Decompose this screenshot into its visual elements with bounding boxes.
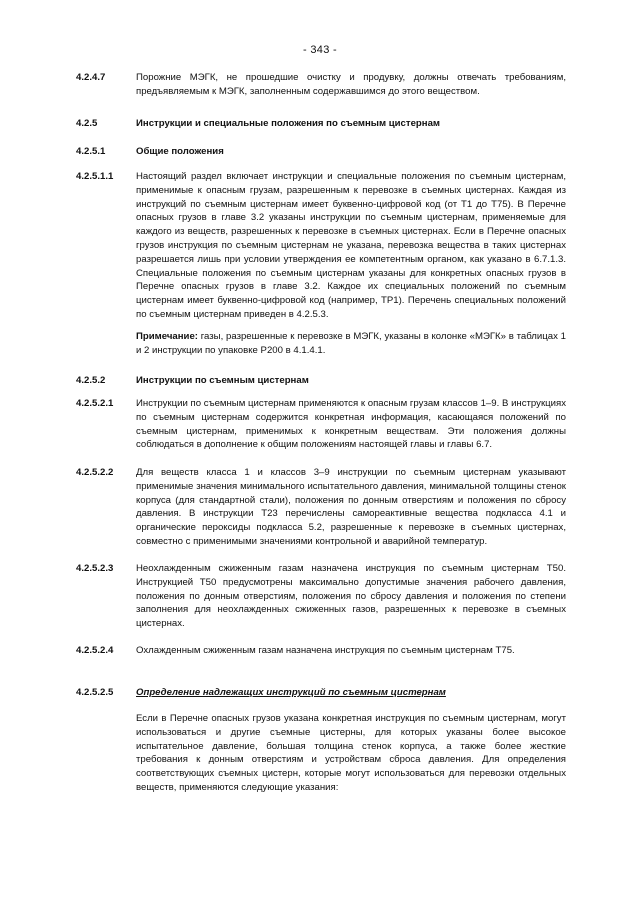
section-number: 4.2.5.1 xyxy=(76,146,106,157)
section-text: Инструкции по съемным цистернам применяются к опасным грузам классов 1–9. В инструкциях по съемным цистернам содержится конкретная информация, касающаяся положений по съемным цистернам, применимых к конкретным веществам. Эти положения должны соблюдаться в дополнение к общим положениям настоящей главы и главы 6.7. xyxy=(136,398,566,451)
section-number: 4.2.5 xyxy=(76,118,98,129)
section-number: 4.2.5.2.4 xyxy=(76,645,114,656)
section-text: Если в Перечне опасных грузов указана конкретная инструкция по съемным цистернам, могут использоваться и другие съемные цистерны, для которых указаны более высокое испытательное давление, большая толщина стенок корпуса, а также более жесткие требования к донным отверстиям и устройствам сброса давления. Для определения соответствующих съемных цистерн, которые могут использоваться для перевозки отдельных веществ, применяются следующие указания: xyxy=(136,713,566,793)
section-number: 4.2.4.7 xyxy=(76,72,106,83)
section-number: 4.2.5.2 xyxy=(76,375,106,386)
note-body: газы, разрешенные к перевозке в МЭГК, указаны в колонке «МЭГК» в таблицах 1 и 2 инструкции по упаковке Р200 в 4.1.4.1. xyxy=(136,331,566,356)
section-heading: Инструкции по съемным цистернам xyxy=(136,375,309,386)
note-label: Примечание: xyxy=(136,331,198,342)
section-text: Порожние МЭГК, не прошедшие очистку и продувку, должны отвечать требованиям, предъявляемым к МЭГК, заполненным содержавшимся до этого веществом. xyxy=(136,72,566,97)
section-number: 4.2.5.2.1 xyxy=(76,398,114,409)
note-text xyxy=(136,330,566,358)
page-number: - 343 - xyxy=(303,44,337,56)
section-number: 4.2.5.2.3 xyxy=(76,563,114,574)
section-text: Неохлажденным сжиженным газам назначена инструкция по съемным цистернам Т50. Инструкцией Т50 предусмотрены максимально допустимые значения рабочего давления, положения по донным отверстиям, положения по сбросу давления и положения по степени заполнения для неохлажденных сжиженных газов, разрешенных к перевозке в съемных цистернах. xyxy=(136,563,566,630)
section-text: Охлажденным сжиженным газам назначена инструкция по съемным цистернам Т75. xyxy=(136,645,515,656)
section-heading: Определение надлежащих инструкций по съемным цистернам xyxy=(136,687,446,698)
section-number: 4.2.5.2.2 xyxy=(76,467,114,478)
section-heading: Инструкции и специальные положения по съемным цистернам xyxy=(136,118,441,129)
section-heading: Общие положения xyxy=(136,146,224,157)
section-number: 4.2.5.2.5 xyxy=(76,687,114,698)
section-number: 4.2.5.1.1 xyxy=(76,171,114,182)
section-text: Настоящий раздел включает инструкции и специальные положения по съемным цистернам, применимые к опасным грузам, разрешенным к перевозке в съемных цистернах. Каждая из инструкций по съемным цистернам имеет буквенно-цифровой код (от Т1 до Т75). В Перечне опасных грузов в главе 3.2 указаны инструкции по съемным цистернам, применяемые для каждого из веществ, разрешенных к перевозке в съемных цистернах. Если в Перечне опасных грузов инструкция по съемным цистернам не указана, перевозка вещества в таких цистернах разрешается лишь при условии утверждения ее компетентным органом, как указано в 6.7.1.3. Специальные положения по съемным цистернам указаны для конкретных опасных грузов в Перечне опасных грузов в главе 3.2. Каждое их специальных положений по съемным цистернам имеет буквенно-цифровой код (например, ТР1). Перечень специальных положений по съемным цистернам приведен в 4.2.5.3. xyxy=(136,171,566,320)
section-text: Для веществ класса 1 и классов 3–9 инструкции по съемным цистернам указывают применимые значения минимального испытательного давления, минимальной толщины стенок корпуса (для стандартной стали), положения по донным отверстиям и положения по сбросу давления. В инструкции Т23 перечислены самореактивные вещества подкласса 4.1 и органические пероксиды подкласса 5.2, разрешенные к перевозке в съемных цистернах, совместно с применимыми значениями контрольной и аварийной температур. xyxy=(136,467,566,547)
